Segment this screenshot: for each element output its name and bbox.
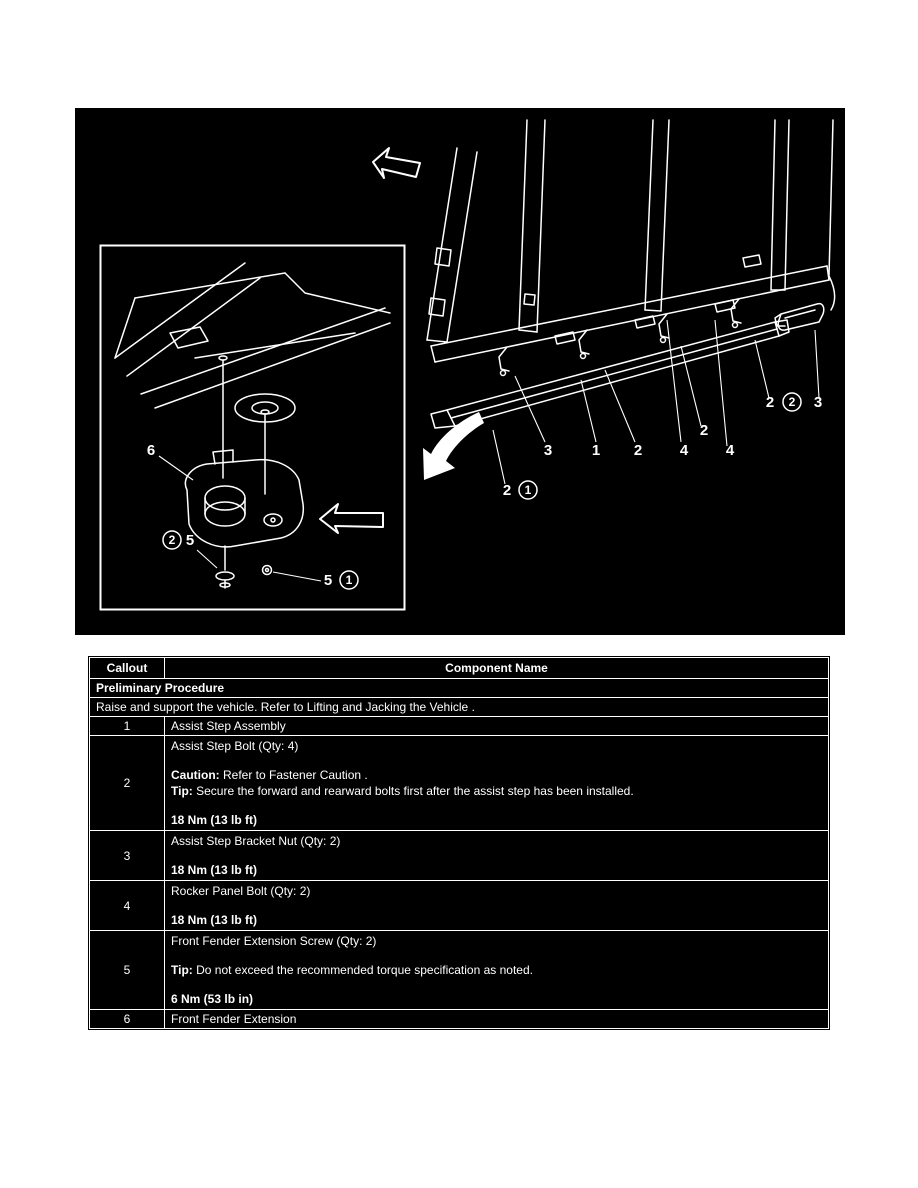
component-cell bbox=[165, 831, 829, 881]
preliminary-text-row bbox=[90, 698, 829, 717]
component-cell bbox=[165, 736, 829, 831]
preliminary-title-row bbox=[90, 679, 829, 698]
component-name: Assist Step Assembly bbox=[165, 717, 829, 736]
callout-label-2c: 2 bbox=[765, 394, 775, 411]
circled-callout-1-label: 1 bbox=[524, 483, 532, 497]
callout-number: 6 bbox=[90, 1010, 165, 1029]
callout-number: 3 bbox=[90, 831, 165, 881]
direction-arrow-icon bbox=[373, 148, 420, 178]
inset-circled-1-label: 1 bbox=[345, 573, 353, 587]
callout-label-2: 2 bbox=[633, 442, 643, 459]
spacer bbox=[171, 754, 822, 767]
caution-line bbox=[171, 767, 822, 783]
callout-number: 2 bbox=[90, 736, 165, 831]
tip-label: Tip: bbox=[171, 784, 193, 798]
callout-label-5b: 5 bbox=[323, 572, 333, 589]
vehicle-body-line-art bbox=[427, 120, 835, 362]
caution-text: Refer to Fastener Caution . bbox=[219, 768, 368, 782]
callout-label-2b: 2 bbox=[699, 422, 709, 439]
diagram-line-art bbox=[75, 108, 845, 635]
table-row-4 bbox=[90, 881, 829, 931]
table-row-1 bbox=[90, 717, 829, 736]
component-cell bbox=[165, 881, 829, 931]
spacer bbox=[171, 899, 822, 912]
callout-table bbox=[89, 657, 829, 1029]
caution-label: Caution: bbox=[171, 768, 220, 782]
table-row-3 bbox=[90, 831, 829, 881]
callout-column-header: Callout bbox=[90, 658, 165, 679]
inset-arrow-icon bbox=[320, 504, 383, 533]
callout-label-5a: 5 bbox=[185, 532, 195, 549]
circled-callout-2-label: 2 bbox=[788, 395, 796, 409]
preliminary-procedure-text: Raise and support the vehicle. Refer to Lifting and Jacking the Vehicle . bbox=[90, 698, 829, 717]
table-header-row bbox=[90, 658, 829, 679]
inset-detail-box bbox=[101, 246, 405, 610]
component-name: Rocker Panel Bolt (Qty: 2) bbox=[171, 884, 311, 898]
table-row-2 bbox=[90, 736, 829, 831]
tip-text: Secure the forward and rearward bolts first after the assist step has been installed. bbox=[192, 784, 634, 798]
callout-label-6: 6 bbox=[146, 442, 156, 459]
component-column-header: Component Name bbox=[165, 658, 829, 679]
torque-spec: 18 Nm (13 lb ft) bbox=[171, 863, 258, 877]
callout-label-2d: 2 bbox=[502, 482, 512, 499]
component-name: Assist Step Bracket Nut (Qty: 2) bbox=[171, 834, 341, 848]
component-name: Assist Step Bolt (Qty: 4) bbox=[171, 739, 299, 753]
callout-number: 4 bbox=[90, 881, 165, 931]
callout-table-wrap bbox=[88, 656, 830, 1030]
assist-step-diagram bbox=[75, 108, 845, 635]
spacer bbox=[171, 799, 822, 812]
inset-line-art bbox=[115, 263, 390, 588]
torque-spec: 18 Nm (13 lb ft) bbox=[171, 913, 258, 927]
callout-label-4: 4 bbox=[679, 442, 689, 459]
callout-label-3b: 3 bbox=[813, 394, 823, 411]
tip-label: Tip: bbox=[171, 963, 193, 977]
inset-circled-2-label: 2 bbox=[168, 533, 176, 547]
tip-line bbox=[171, 783, 822, 799]
callout-label-3: 3 bbox=[543, 442, 553, 459]
component-cell bbox=[165, 931, 829, 1010]
spacer bbox=[171, 849, 822, 862]
callout-number: 1 bbox=[90, 717, 165, 736]
torque-spec: 18 Nm (13 lb ft) bbox=[171, 813, 258, 827]
callout-number: 5 bbox=[90, 931, 165, 1010]
callout-label-1: 1 bbox=[591, 442, 601, 459]
table-row-6 bbox=[90, 1010, 829, 1029]
table-row-5 bbox=[90, 931, 829, 1010]
spacer bbox=[171, 978, 822, 991]
spacer bbox=[171, 949, 822, 962]
preliminary-procedure-title: Preliminary Procedure bbox=[90, 679, 829, 698]
tip-line bbox=[171, 962, 822, 978]
assist-step-line-art bbox=[431, 299, 824, 428]
torque-spec: 6 Nm (53 lb in) bbox=[171, 992, 254, 1006]
component-name: Front Fender Extension Screw (Qty: 2) bbox=[171, 934, 377, 948]
tip-text: Do not exceed the recommended torque specification as noted. bbox=[192, 963, 533, 977]
component-name: Front Fender Extension bbox=[165, 1010, 829, 1029]
callout-label-4b: 4 bbox=[725, 442, 735, 459]
